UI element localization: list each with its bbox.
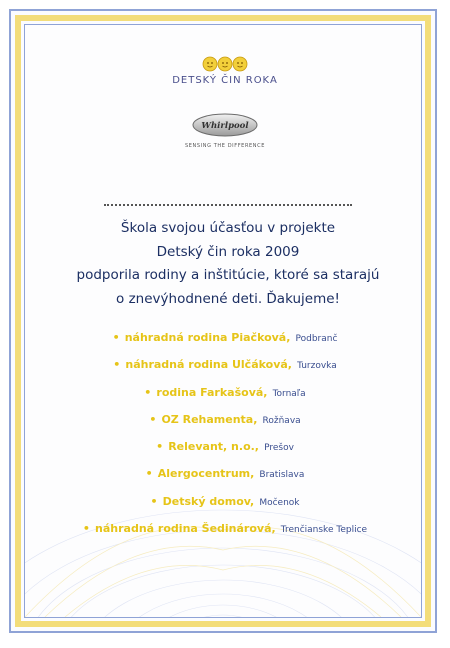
recipient-list [40,324,410,542]
recipient-place: Rožňava [262,415,301,426]
dotted-signature-line [104,204,352,206]
bullet-icon: • [113,358,121,372]
brand-name: DETSKÝ ČIN ROKA [172,75,278,86]
recipient-name: Relevant, n.o., [168,440,259,454]
sponsor-logo-text: Whirlpool [201,121,249,131]
bullet-icon: • [144,385,152,399]
thank-you-message [60,217,396,311]
list-item [40,488,410,515]
recipient-place: Prešov [264,443,294,454]
whirlpool-logo-icon [191,112,259,138]
bullet-icon: • [156,440,164,454]
recipient-name: rodina Farkašová, [156,385,268,399]
list-item [40,460,410,487]
brand-logo-block [0,55,450,86]
bullet-icon: • [149,412,157,426]
message-line: o znevýhodnené deti. Ďakujeme! [116,290,340,307]
list-item [40,379,410,406]
list-item [40,351,410,378]
children-logo-icon [202,55,248,73]
bullet-icon: • [150,494,158,508]
recipient-name: náhradná rodina Ulčáková, [125,358,292,372]
sponsor-logo-block [0,112,450,149]
recipient-name: náhradná rodina Piačková, [124,331,291,344]
recipient-name: Alergocentrum, [157,467,255,481]
message-line: podporila rodiny a inštitúcie, ktoré sa starajú [76,267,380,283]
bullet-icon: • [112,331,120,344]
recipient-name: náhradná rodina Šedinárová, [95,522,276,536]
sponsor-tagline: SENSING THE DIFFERENCE [185,143,265,149]
list-item [40,515,410,542]
recipient-name: OZ Rehamenta, [161,412,258,426]
recipient-name: Detský domov, [162,494,255,508]
recipient-place: Bratislava [259,470,305,481]
message-line: Detský čin roka 2009 [156,243,300,260]
recipient-place: Trenčianske Teplice [280,525,368,536]
recipient-place: Podbranč [295,334,338,344]
list-item [40,406,410,433]
message-line: Škola svojou účasťou v projekte [120,220,336,236]
bullet-icon: • [82,522,90,536]
recipient-place: Močenok [259,497,300,508]
bullet-icon: • [145,467,153,481]
list-item [40,433,410,460]
list-item [40,324,410,351]
recipient-place: Turzovka [297,361,337,372]
recipient-place: Tornaľa [272,388,306,399]
